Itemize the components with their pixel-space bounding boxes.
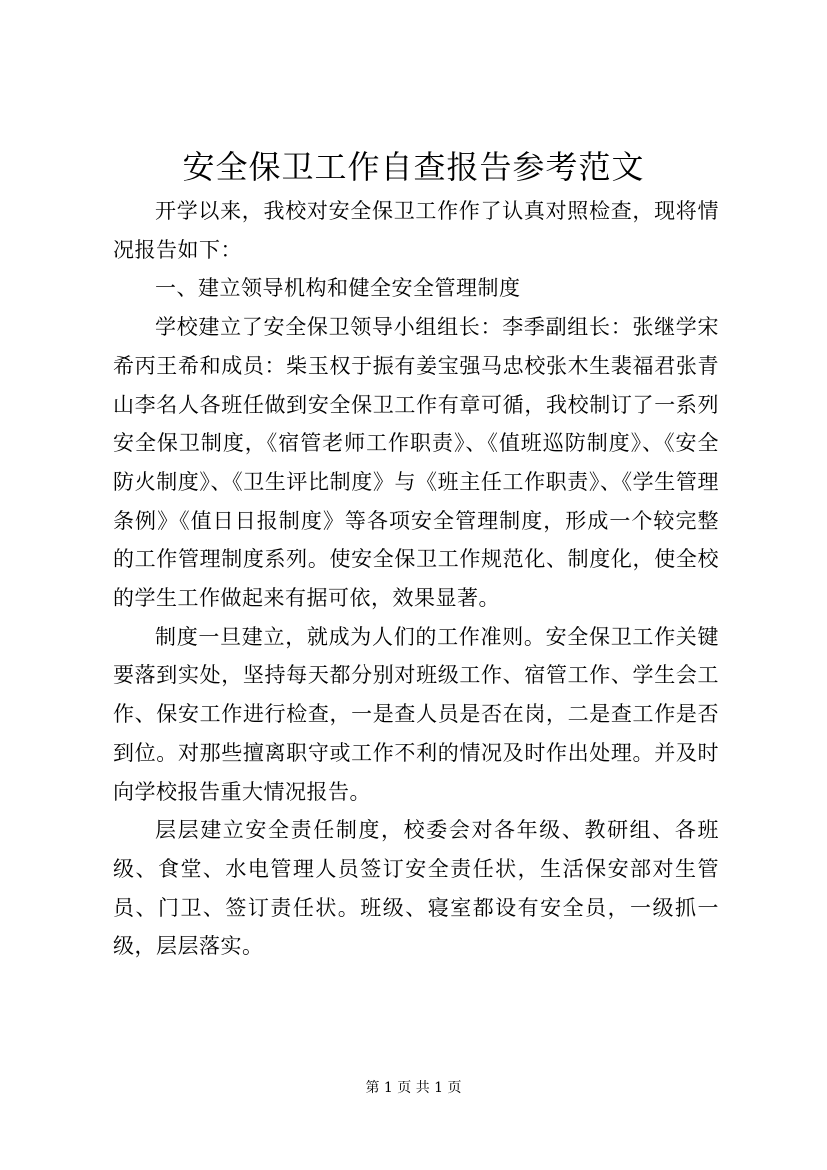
paragraph-responsibility: 层层建立安全责任制度，校委会对各年级、教研组、各班级、食堂、水电管理人员签订安全责任状，生活保安部对生管员、门卫、签订责任状。班级、寝室都设有安全员，一级抓一级，层层落实。 [113, 818, 719, 959]
page-number-footer: 第 1 页 共 1 页 [365, 1080, 462, 1096]
section-heading: 一、建立领导机构和健全安全管理制度 [155, 276, 521, 301]
paragraph-organization: 学校建立了安全保卫领导小组组长：李季副组长：张继学宋希丙王希和成员：柴玉权于振有姜宝强马忠校张木生裴福君张青山李名人各班任做到安全保卫工作有章可循，我校制订了一系列安全保卫制度，《宿管老师工作职责》、《值班巡防制度》、《安全防火制度》、《卫生评比制度》与《班主任工作职责》、《学生管理条例》《值日日报制度》等各项安全管理制度，形成一个较完整的工作管理制度系列。使安全保卫工作规范化、制度化，使全校的学生工作做起来有据可依，效果显著。 [113, 315, 719, 611]
document-title: 安全保卫工作自查报告参考范文 [182, 148, 645, 186]
paragraph-implementation: 制度一旦建立，就成为人们的工作准则。安全保卫工作关键要落到实处，坚持每天都分别对班级工作、宿管工作、学生会工作、保安工作进行检查，一是查人员是否在岗，二是查工作是否到位。对那些擅离职守或工作不利的情况及时作出处理。并及时向学校报告重大情况报告。 [113, 624, 719, 804]
paragraph-intro: 开学以来，我校对安全保卫工作作了认真对照检查，现将情况报告如下： [113, 199, 719, 262]
document-body [113, 192, 719, 966]
